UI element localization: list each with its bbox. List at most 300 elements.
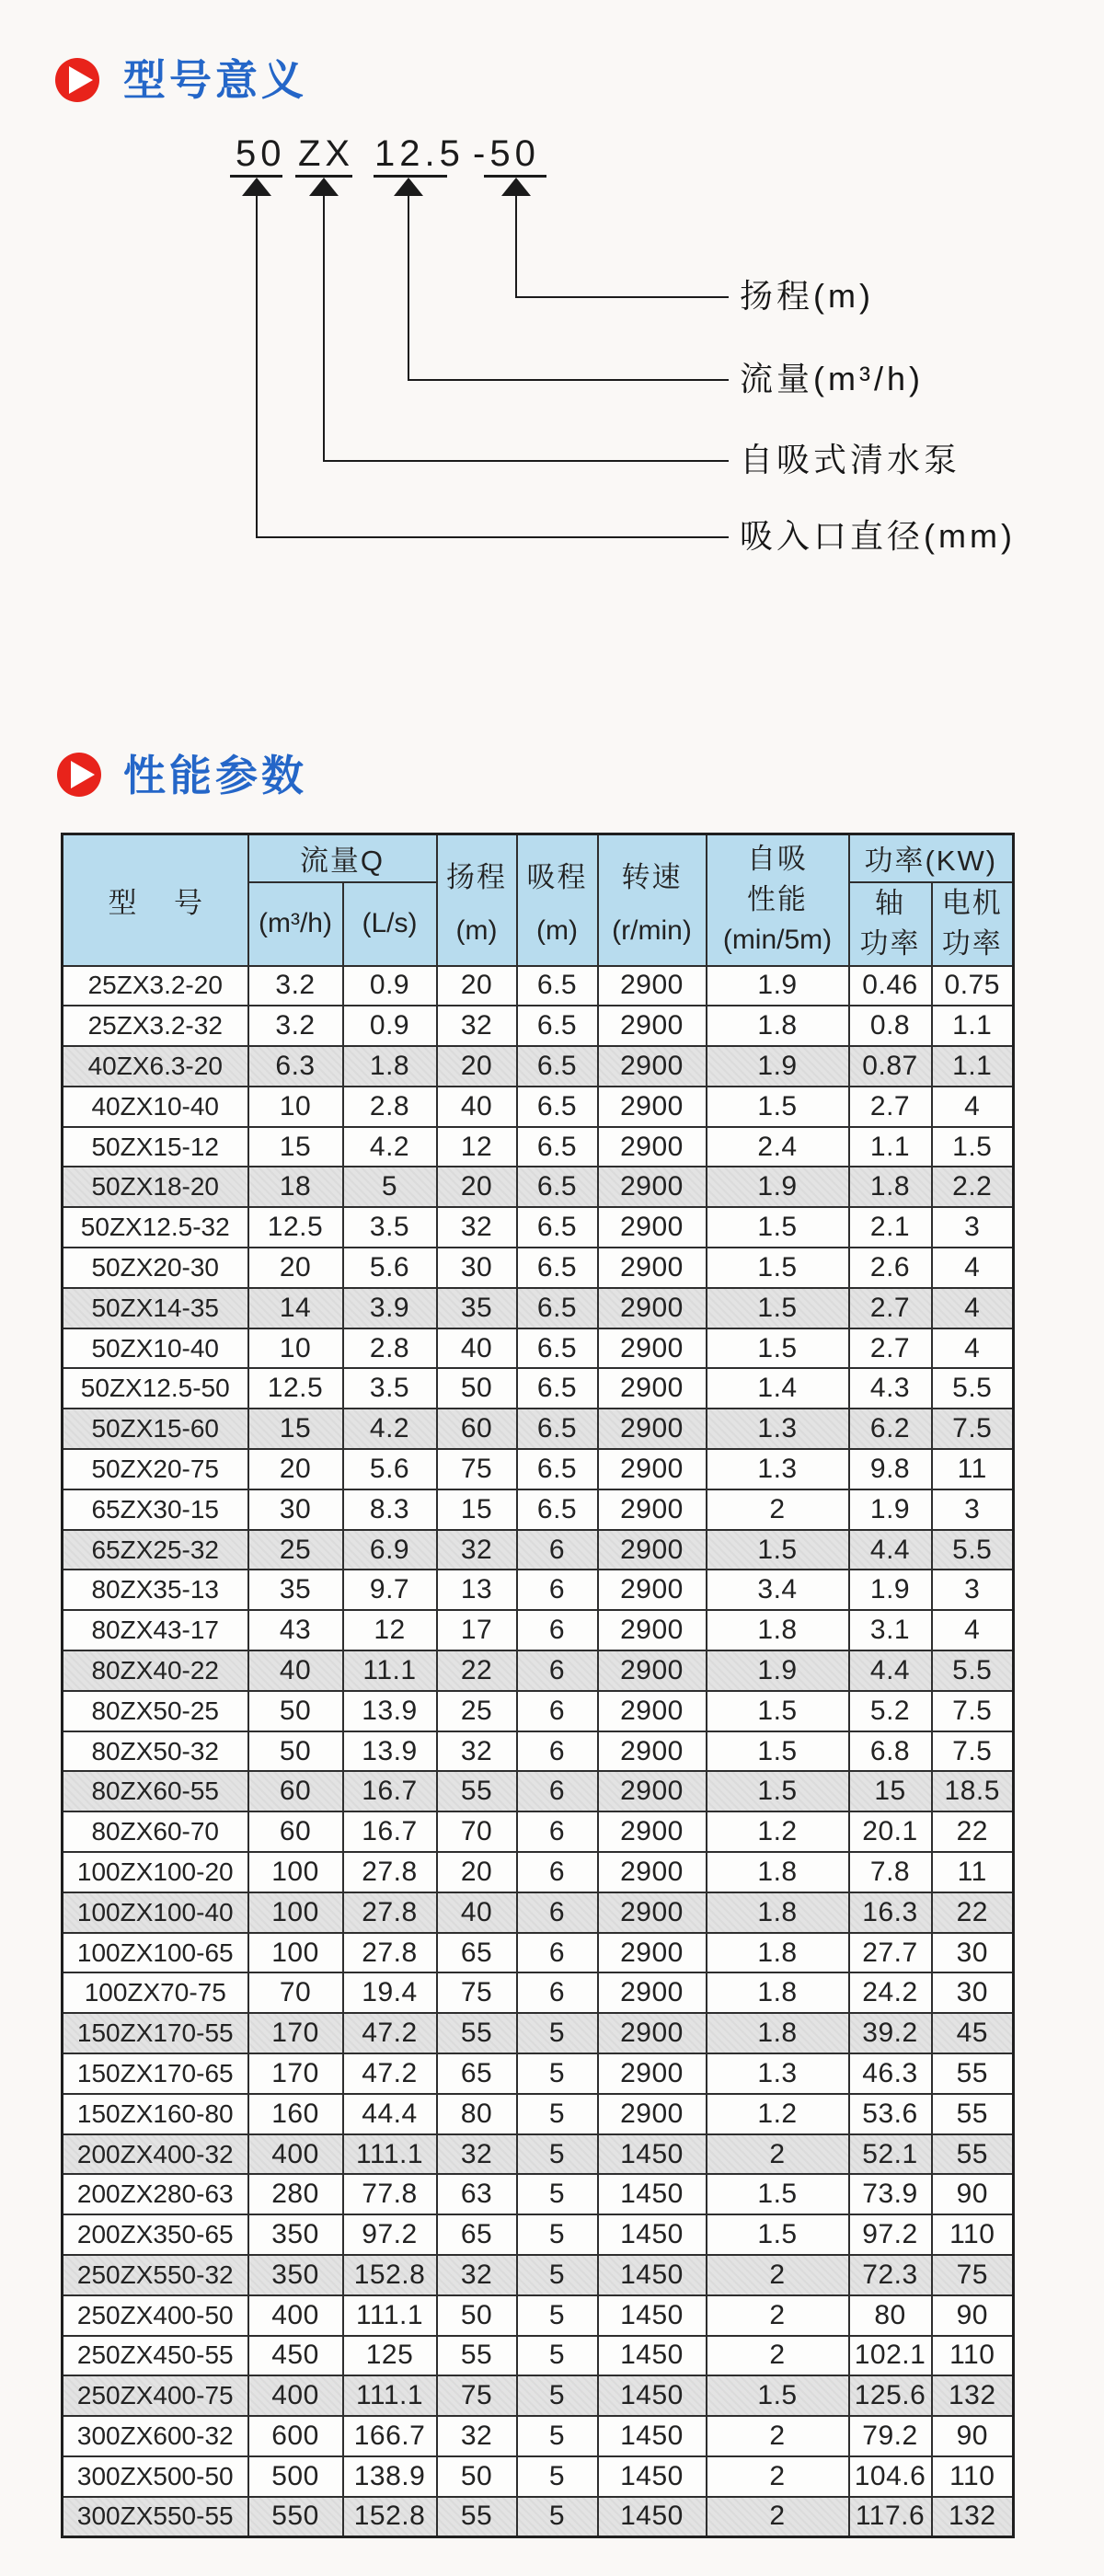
value-cell: 50 [248,1691,343,1731]
value-cell: 2900 [598,1489,707,1530]
spec-table-body [63,966,1014,2537]
value-cell: 7.5 [932,1691,1014,1731]
model-cell: 65ZX30-15 [63,1489,248,1530]
value-cell: 6.3 [248,1046,343,1087]
value-cell: 5.5 [932,1530,1014,1570]
value-cell: 1.9 [707,966,849,1006]
value-cell: 500 [248,2456,343,2497]
table-row [63,1610,1014,1650]
value-cell: 16.3 [849,1892,932,1933]
value-cell: 2.1 [849,1207,932,1248]
model-cell: 50ZX12.5-32 [63,1207,248,1248]
model-cell: 80ZX35-13 [63,1570,248,1610]
value-cell: 90 [932,2416,1014,2456]
value-cell: 11 [932,1449,1014,1489]
col-header-shaft-l2: 功率 [859,927,921,960]
model-cell: 50ZX15-60 [63,1409,248,1449]
value-cell: 111.1 [343,2375,437,2416]
model-cell: 250ZX450-55 [63,2336,248,2376]
model-cell: 300ZX550-55 [63,2497,248,2537]
value-cell: 12 [343,1610,437,1650]
value-cell: 5.5 [932,1650,1014,1691]
value-cell: 5 [517,2214,598,2255]
value-cell: 2900 [598,1248,707,1288]
value-cell: 70 [248,1972,343,2013]
value-cell: 1.9 [849,1570,932,1610]
model-cell: 300ZX600-32 [63,2416,248,2456]
table-row [63,2053,1014,2094]
value-cell: 14 [248,1288,343,1328]
table-row [63,2336,1014,2376]
value-cell: 100 [248,1852,343,1892]
value-cell: 1450 [598,2174,707,2214]
value-cell: 4.4 [849,1650,932,1691]
table-row [63,1368,1014,1409]
value-cell: 5 [517,2456,598,2497]
pointer-line-horizontal [515,296,729,298]
value-cell: 3.4 [707,1570,849,1610]
table-row [63,1489,1014,1530]
value-cell: 2900 [598,2053,707,2094]
value-cell: 55 [437,2336,517,2376]
value-cell: 6 [517,1852,598,1892]
value-cell: 110 [932,2456,1014,2497]
value-cell: 1.5 [707,1207,849,1248]
value-cell: 1.2 [707,1811,849,1852]
model-cell: 200ZX350-65 [63,2214,248,2255]
value-cell: 6.5 [517,1248,598,1288]
pointer-line-vertical [408,195,409,379]
value-cell: 39.2 [849,2013,932,2053]
col-header-suction [517,834,598,966]
model-code-flow: 12.5 [374,133,465,174]
section-bullet-play-icon [57,753,101,797]
value-cell: 40 [437,1328,517,1369]
value-cell: 22 [932,1811,1014,1852]
value-cell: 6.5 [517,1127,598,1167]
value-cell: 132 [932,2375,1014,2416]
model-cell: 200ZX400-32 [63,2134,248,2175]
value-cell: 6.5 [517,1288,598,1328]
value-cell: 1.5 [707,1248,849,1288]
value-cell: 25 [248,1530,343,1570]
value-cell: 2.4 [707,1127,849,1167]
value-cell: 1.8 [707,2013,849,2053]
value-cell: 1.8 [707,1852,849,1892]
value-cell: 19.4 [343,1972,437,2013]
value-cell: 10 [248,1087,343,1127]
value-cell: 170 [248,2013,343,2053]
model-cell: 80ZX60-70 [63,1811,248,1852]
value-cell: 4 [932,1288,1014,1328]
value-cell: 80 [849,2295,932,2336]
value-cell: 6.5 [517,1167,598,1207]
value-cell: 6 [517,1570,598,1610]
table-row [63,1650,1014,1691]
value-cell: 16.7 [343,1771,437,1811]
value-cell: 20 [437,1852,517,1892]
value-cell: 6.5 [517,1207,598,1248]
value-cell: 3.1 [849,1610,932,1650]
value-cell: 2900 [598,1368,707,1409]
value-cell: 65 [437,2053,517,2094]
value-cell: 15 [437,1489,517,1530]
value-cell: 75 [437,1449,517,1489]
value-cell: 32 [437,1530,517,1570]
col-header-speed-label: 转速 [621,860,683,893]
model-cell: 150ZX170-65 [63,2053,248,2094]
model-cell: 250ZX400-50 [63,2295,248,2336]
value-cell: 2900 [598,1046,707,1087]
value-cell: 2.7 [849,1288,932,1328]
col-header-speed-unit: (r/min) [612,914,692,946]
value-cell: 52.1 [849,2134,932,2175]
value-cell: 1.4 [707,1368,849,1409]
value-cell: 6.8 [849,1731,932,1772]
model-cell: 40ZX10-40 [63,1087,248,1127]
value-cell: 1450 [598,2456,707,2497]
value-cell: 0.75 [932,966,1014,1006]
value-cell: 20.1 [849,1811,932,1852]
value-cell: 2900 [598,1892,707,1933]
table-row [63,966,1014,1006]
col-header-selfprime-l2: 性能 [747,883,808,916]
table-row [63,2456,1014,2497]
model-code-suction-dia: 50 [236,133,286,174]
table-row [63,1530,1014,1570]
value-cell: 6 [517,1972,598,2013]
model-cell: 50ZX10-40 [63,1328,248,1369]
value-cell: 7.5 [932,1731,1014,1772]
up-arrow-icon [501,178,531,196]
value-cell: 2.8 [343,1087,437,1127]
value-cell: 1.5 [707,2214,849,2255]
value-cell: 27.8 [343,1852,437,1892]
value-cell: 1.8 [849,1167,932,1207]
value-cell: 4.2 [343,1127,437,1167]
value-cell: 100 [248,1933,343,1973]
value-cell: 1.5 [707,1771,849,1811]
value-cell: 30 [932,1972,1014,2013]
value-cell: 72.3 [849,2255,932,2295]
value-cell: 1.9 [707,1650,849,1691]
value-cell: 70 [437,1811,517,1852]
value-cell: 110 [932,2336,1014,2376]
table-row [63,1409,1014,1449]
col-header-selfprime [707,834,849,966]
value-cell: 3 [932,1570,1014,1610]
value-cell: 152.8 [343,2497,437,2537]
model-cell: 80ZX40-22 [63,1650,248,1691]
value-cell: 5 [517,2375,598,2416]
value-cell: 1.3 [707,1409,849,1449]
col-header-shaft-l1: 轴 [875,887,905,919]
value-cell: 0.9 [343,1006,437,1046]
value-cell: 2.6 [849,1248,932,1288]
pointer-label-pump-type: 自吸式清水泵 [740,441,961,478]
table-row [63,2497,1014,2537]
value-cell: 1450 [598,2497,707,2537]
pointer-label-flow: 流量(m³/h) [740,360,924,397]
value-cell: 125.6 [849,2375,932,2416]
col-header-suction-unit: (m) [536,914,578,946]
value-cell: 2900 [598,1852,707,1892]
model-code-head: -50 [473,133,540,174]
value-cell: 2900 [598,1167,707,1207]
value-cell: 2900 [598,1207,707,1248]
value-cell: 1450 [598,2416,707,2456]
value-cell: 6.2 [849,1409,932,1449]
value-cell: 32 [437,1731,517,1772]
value-cell: 1.5 [932,1127,1014,1167]
value-cell: 12.5 [248,1368,343,1409]
value-cell: 1.5 [707,1087,849,1127]
value-cell: 6.5 [517,1046,598,1087]
value-cell: 32 [437,1207,517,1248]
value-cell: 5 [517,2174,598,2214]
value-cell: 32 [437,1006,517,1046]
table-row [63,1811,1014,1852]
table-row [63,1892,1014,1933]
value-cell: 2900 [598,1449,707,1489]
table-row [63,1691,1014,1731]
pointer-line-vertical [256,195,258,536]
value-cell: 5 [517,2013,598,2053]
value-cell: 6 [517,1933,598,1973]
value-cell: 1.9 [707,1167,849,1207]
value-cell: 2900 [598,1087,707,1127]
value-cell: 40 [437,1892,517,1933]
value-cell: 2900 [598,1933,707,1973]
value-cell: 32 [437,2255,517,2295]
table-row [63,1207,1014,1248]
value-cell: 280 [248,2174,343,2214]
value-cell: 5 [517,2053,598,2094]
table-row [63,1167,1014,1207]
value-cell: 90 [932,2295,1014,2336]
value-cell: 55 [932,2134,1014,2175]
table-row [63,2255,1014,2295]
value-cell: 32 [437,2416,517,2456]
pointer-line-vertical [323,195,325,460]
value-cell: 53.6 [849,2094,932,2134]
model-cell: 80ZX50-25 [63,1691,248,1731]
up-arrow-icon [242,178,271,196]
value-cell: 80 [437,2094,517,2134]
value-cell: 6 [517,1811,598,1852]
value-cell: 2 [707,2295,849,2336]
value-cell: 117.6 [849,2497,932,2537]
value-cell: 18 [248,1167,343,1207]
value-cell: 12.5 [248,1207,343,1248]
value-cell: 1.5 [707,2174,849,2214]
value-cell: 55 [437,2497,517,2537]
model-cell: 80ZX60-55 [63,1771,248,1811]
col-header-shaft-power [849,882,932,966]
value-cell: 170 [248,2053,343,2094]
table-row [63,1288,1014,1328]
value-cell: 3.2 [248,966,343,1006]
value-cell: 65 [437,2214,517,2255]
value-cell: 4 [932,1248,1014,1288]
value-cell: 30 [932,1933,1014,1973]
value-cell: 1.5 [707,1731,849,1772]
value-cell: 55 [437,1771,517,1811]
value-cell: 1.9 [707,1046,849,1087]
value-cell: 3 [932,1489,1014,1530]
table-row [63,2174,1014,2214]
table-row [63,1006,1014,1046]
model-cell: 150ZX170-55 [63,2013,248,2053]
value-cell: 1.5 [707,1530,849,1570]
value-cell: 9.8 [849,1449,932,1489]
value-cell: 18.5 [932,1771,1014,1811]
table-row [63,2134,1014,2175]
value-cell: 20 [248,1449,343,1489]
value-cell: 2900 [598,1650,707,1691]
col-header-motor-power [932,882,1014,966]
value-cell: 6.5 [517,966,598,1006]
value-cell: 75 [437,1972,517,2013]
value-cell: 0.87 [849,1046,932,1087]
value-cell: 1450 [598,2214,707,2255]
value-cell: 2900 [598,1811,707,1852]
model-cell: 150ZX160-80 [63,2094,248,2134]
section2-title: 性能参数 [123,752,307,799]
table-row [63,1972,1014,2013]
value-cell: 6.5 [517,1006,598,1046]
value-cell: 132 [932,2497,1014,2537]
col-header-model: 型 号 [63,834,248,966]
col-header-suction-label: 吸程 [526,860,588,893]
value-cell: 2.7 [849,1087,932,1127]
value-cell: 60 [248,1771,343,1811]
value-cell: 0.46 [849,966,932,1006]
col-header-head-label: 扬程 [446,860,507,893]
table-row [63,2295,1014,2336]
performance-table [61,833,1015,2538]
value-cell: 44.4 [343,2094,437,2134]
table-row [63,1127,1014,1167]
col-header-flow-ls: (L/s) [343,882,437,966]
value-cell: 4.4 [849,1530,932,1570]
value-cell: 125 [343,2336,437,2376]
table-row [63,2013,1014,2053]
value-cell: 20 [248,1248,343,1288]
value-cell: 2.8 [343,1328,437,1369]
value-cell: 15 [248,1127,343,1167]
value-cell: 2.7 [849,1328,932,1369]
value-cell: 11.1 [343,1650,437,1691]
value-cell: 97.2 [849,2214,932,2255]
value-cell: 45 [932,2013,1014,2053]
pointer-line-horizontal [323,460,729,462]
col-header-flow-m3h: (m³/h) [248,882,343,966]
table-row [63,1449,1014,1489]
value-cell: 1.8 [707,1006,849,1046]
value-cell: 3.5 [343,1368,437,1409]
value-cell: 2 [707,2134,849,2175]
value-cell: 5 [517,2336,598,2376]
value-cell: 40 [248,1650,343,1691]
value-cell: 9.7 [343,1570,437,1610]
model-cell: 80ZX50-32 [63,1731,248,1772]
value-cell: 6.5 [517,1449,598,1489]
value-cell: 1.5 [707,1288,849,1328]
value-cell: 2900 [598,1731,707,1772]
value-cell: 24.2 [849,1972,932,2013]
section1-title: 型号意义 [123,56,307,104]
value-cell: 6 [517,1530,598,1570]
value-cell: 104.6 [849,2456,932,2497]
value-cell: 5 [517,2094,598,2134]
value-cell: 25 [437,1691,517,1731]
value-cell: 400 [248,2134,343,2175]
model-cell: 100ZX100-20 [63,1852,248,1892]
value-cell: 22 [437,1650,517,1691]
value-cell: 0.9 [343,966,437,1006]
value-cell: 77.8 [343,2174,437,2214]
value-cell: 6.5 [517,1087,598,1127]
value-cell: 100 [248,1892,343,1933]
value-cell: 27.8 [343,1933,437,1973]
up-arrow-icon [394,178,423,196]
model-cell: 40ZX6.3-20 [63,1046,248,1087]
value-cell: 27.8 [343,1892,437,1933]
value-cell: 2900 [598,1328,707,1369]
value-cell: 5 [517,2295,598,2336]
model-cell: 200ZX280-63 [63,2174,248,2214]
col-header-speed [598,834,707,966]
value-cell: 12 [437,1127,517,1167]
value-cell: 50 [437,2295,517,2336]
value-cell: 4 [932,1328,1014,1369]
table-row [63,1248,1014,1288]
value-cell: 2900 [598,1127,707,1167]
col-header-selfprime-unit: (min/5m) [722,925,833,956]
value-cell: 13.9 [343,1731,437,1772]
value-cell: 1.5 [707,2375,849,2416]
value-cell: 6 [517,1731,598,1772]
table-row [63,1771,1014,1811]
value-cell: 350 [248,2255,343,2295]
value-cell: 2 [707,2336,849,2376]
value-cell: 6 [517,1771,598,1811]
value-cell: 2.2 [932,1167,1014,1207]
value-cell: 2900 [598,1771,707,1811]
value-cell: 1.3 [707,2053,849,2094]
value-cell: 5 [517,2255,598,2295]
value-cell: 1450 [598,2336,707,2376]
value-cell: 13.9 [343,1691,437,1731]
value-cell: 2 [707,2416,849,2456]
value-cell: 30 [248,1489,343,1530]
value-cell: 2900 [598,2094,707,2134]
value-cell: 1.2 [707,2094,849,2134]
value-cell: 35 [437,1288,517,1328]
value-cell: 102.1 [849,2336,932,2376]
model-cell: 100ZX100-40 [63,1892,248,1933]
value-cell: 1450 [598,2134,707,2175]
value-cell: 6.5 [517,1368,598,1409]
value-cell: 152.8 [343,2255,437,2295]
value-cell: 55 [932,2094,1014,2134]
value-cell: 3.2 [248,1006,343,1046]
value-cell: 7.8 [849,1852,932,1892]
value-cell: 10 [248,1328,343,1369]
value-cell: 1.8 [707,1610,849,1650]
value-cell: 2900 [598,1288,707,1328]
